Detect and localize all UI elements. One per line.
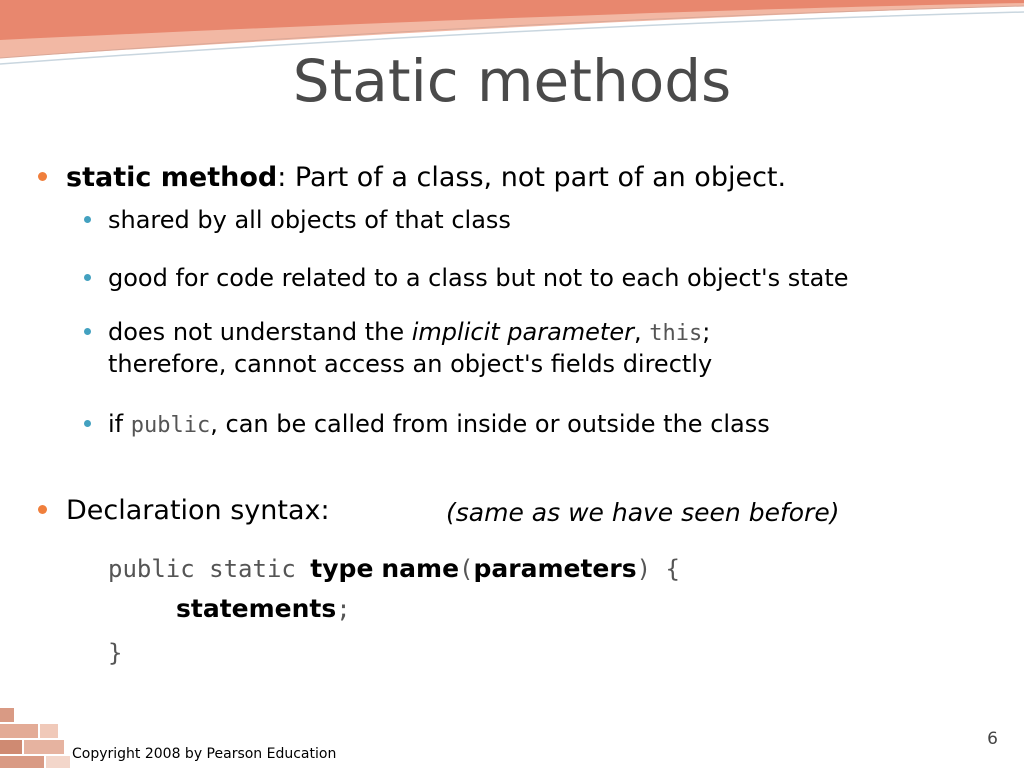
- sub-bullet-text: good for code related to a class but not to each object's state: [108, 264, 849, 292]
- code-type: type: [310, 554, 374, 583]
- code-rparen-brace: ) {: [636, 555, 680, 583]
- code-parameters: parameters: [473, 554, 637, 583]
- sub-bullet-shared: [108, 205, 511, 236]
- sub-bullet-text-line2: therefore, cannot access an object's fields directly: [108, 349, 713, 378]
- code-close-brace: }: [108, 639, 123, 667]
- page-number: 6: [987, 729, 998, 749]
- code-statements: statements: [176, 594, 337, 623]
- sub-bullet-text-pre: does not understand the: [108, 318, 412, 346]
- bullet-dot-icon: [38, 172, 47, 181]
- implicit-parameter-term: implicit parameter: [411, 318, 634, 346]
- sub-bullet-public: [108, 409, 770, 441]
- sub-bullet-implicit-param: [108, 317, 712, 380]
- static-method-definition: : Part of a class, not part of an object.: [277, 162, 787, 193]
- sub-bullet-good-for: [108, 263, 849, 294]
- sub-bullet-dot-icon: [84, 216, 91, 223]
- code-line-close: [108, 638, 122, 668]
- semicolon-text: ;: [702, 318, 711, 346]
- declaration-syntax-label: Declaration syntax:: [66, 495, 330, 526]
- code-line-statements: [176, 594, 351, 624]
- sub-bullet-dot-icon: [84, 328, 91, 335]
- slide-title: Static methods: [292, 47, 732, 115]
- public-keyword: public: [130, 413, 211, 438]
- code-line-signature: [108, 554, 680, 584]
- sub-bullet-dot-icon: [84, 274, 91, 281]
- sub-bullet-text: shared by all objects of that class: [108, 206, 511, 234]
- sub-bullet-text: , can be called from inside or outside the class: [210, 410, 770, 438]
- code-lparen: (: [459, 555, 474, 583]
- static-method-term: static method: [66, 162, 278, 193]
- bullet-dot-icon: [38, 505, 47, 514]
- code-semicolon: ;: [336, 595, 351, 623]
- code-name: name: [381, 554, 460, 583]
- bullet-static-method: [66, 161, 786, 195]
- sub-bullet-dot-icon: [84, 420, 91, 427]
- bullet-declaration-syntax: [66, 494, 330, 528]
- comma-text: ,: [633, 318, 650, 346]
- this-keyword: this: [649, 321, 703, 346]
- code-keywords: public static: [108, 555, 311, 583]
- copyright-footer: Copyright 2008 by Pearson Education: [72, 746, 337, 762]
- declaration-note: (same as we have seen before): [446, 498, 840, 527]
- sub-bullet-text-pre: if: [108, 410, 131, 438]
